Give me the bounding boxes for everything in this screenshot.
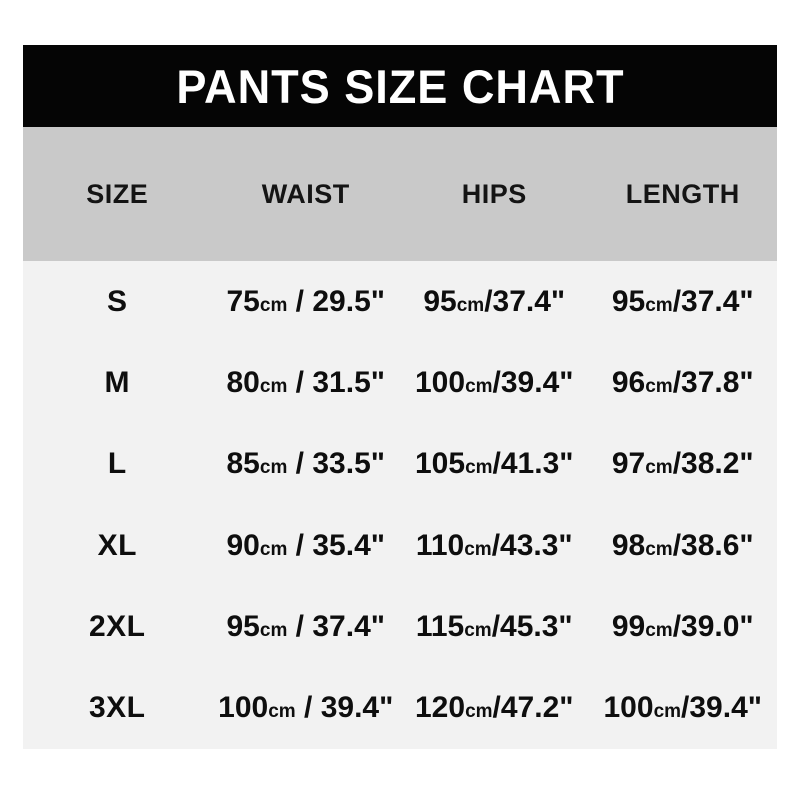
size-label: XL [97,528,137,562]
waist-cm-value: 80 [226,365,260,399]
waist-cell [212,691,401,725]
waist-inch-value: 33.5" [312,447,385,481]
hips-cm-unit: cm [465,375,493,397]
hips-cell [400,691,589,725]
waist-cm-value: 90 [226,528,260,562]
length-cm-value: 96 [611,365,646,399]
waist-inch-value: 37.4" [312,609,385,643]
hips-cm-unit: cm [464,619,492,641]
hips-separator: / [492,447,501,481]
length-cm-unit: cm [645,294,673,316]
waist-separator: / [287,365,313,399]
column-header-length: LENGTH [625,178,740,209]
hips-separator: / [484,284,493,318]
waist-cm-unit: cm [259,538,288,560]
length-separator: / [681,691,690,725]
waist-separator: / [287,528,313,562]
hips-inch-value: 37.4" [492,284,566,318]
length-inch-value: 37.4" [681,284,754,318]
length-cm-value: 95 [611,284,646,318]
waist-cell [212,610,401,644]
length-cell [589,610,778,644]
hips-cm-value: 105 [415,447,466,481]
hips-cell [400,366,589,400]
length-cm-value: 97 [611,447,646,481]
hips-separator: / [492,365,501,399]
waist-cm-value: 95 [226,609,260,643]
table-body [23,261,777,749]
waist-separator: / [287,447,313,481]
size-cell [23,529,212,563]
hips-cm-value: 100 [415,365,466,399]
hips-cell [400,529,589,563]
length-cell [589,366,778,400]
length-separator: / [672,365,682,399]
length-cell [589,691,778,725]
size-cell [23,447,212,481]
waist-cell [212,529,401,563]
hips-cm-unit: cm [465,701,493,723]
waist-cell [212,285,401,319]
length-separator: / [672,447,682,481]
hips-cm-value: 110 [415,528,465,562]
waist-separator: / [287,284,313,318]
hips-inch-value: 41.3" [500,447,574,481]
length-separator: / [672,609,682,643]
length-cm-value: 98 [611,528,646,562]
length-inch-value: 39.0" [681,609,754,643]
waist-cm-unit: cm [259,375,288,397]
size-label: 2XL [88,609,146,643]
table-row [23,261,777,342]
size-chart [23,45,777,749]
hips-cm-unit: cm [464,538,492,560]
size-label: M [104,365,130,399]
hips-inch-value: 39.4" [500,365,574,399]
hips-inch-value: 43.3" [500,528,573,562]
waist-inch-value: 31.5" [312,365,385,399]
hips-cell [400,610,589,644]
chart-title: PANTS SIZE CHART [175,59,625,113]
length-cm-value: 99 [611,609,646,643]
waist-separator: / [287,609,313,643]
hips-cm-unit: cm [456,294,485,316]
waist-cm-value: 75 [226,284,260,318]
length-cm-unit: cm [645,375,673,397]
waist-inch-value: 39.4" [320,691,394,725]
size-cell [23,691,212,725]
hips-separator: / [491,609,501,643]
waist-cm-value: 85 [226,447,260,481]
length-inch-value: 39.4" [689,691,762,725]
waist-cm-unit: cm [259,457,288,479]
length-inch-value: 38.6" [681,528,754,562]
size-label: L [107,447,127,481]
waist-inch-value: 35.4" [312,528,385,562]
column-header-hips: HIPS [461,178,527,209]
waist-cm-unit: cm [268,701,296,723]
chart-title-bar [23,45,777,127]
hips-cm-value: 115 [415,609,465,643]
hips-cell [400,285,589,319]
waist-inch-value: 29.5" [312,284,385,318]
length-cm-unit: cm [645,457,673,479]
waist-separator: / [295,691,321,725]
length-cell [589,285,778,319]
length-inch-value: 38.2" [681,447,754,481]
hips-cm-value: 120 [415,691,466,725]
waist-cm-value: 100 [218,691,269,725]
length-cm-unit: cm [645,538,673,560]
length-cell [589,447,778,481]
waist-cell [212,366,401,400]
length-separator: / [672,284,682,318]
hips-cm-unit: cm [465,457,493,479]
waist-cm-unit: cm [259,294,288,316]
hips-cm-value: 95 [423,284,457,318]
waist-cell [212,447,401,481]
table-row [23,668,777,749]
table-row [23,505,777,586]
size-cell [23,285,212,319]
waist-cm-unit: cm [259,619,288,641]
hips-separator: / [492,691,501,725]
column-header-size: SIZE [86,178,149,209]
size-label: S [106,284,128,318]
table-header-row [23,127,777,261]
table-row [23,424,777,505]
size-label: 3XL [88,691,146,725]
length-cm-value: 100 [603,691,654,725]
length-inch-value: 37.8" [681,365,754,399]
length-separator: / [672,528,682,562]
table-row [23,342,777,423]
size-cell [23,366,212,400]
size-cell [23,610,212,644]
hips-separator: / [491,528,501,562]
table-row [23,586,777,667]
hips-inch-value: 45.3" [500,609,573,643]
length-cm-unit: cm [645,619,673,641]
hips-inch-value: 47.2" [500,691,574,725]
length-cell [589,529,778,563]
column-header-waist: WAIST [261,178,350,209]
length-cm-unit: cm [653,701,682,723]
hips-cell [400,447,589,481]
